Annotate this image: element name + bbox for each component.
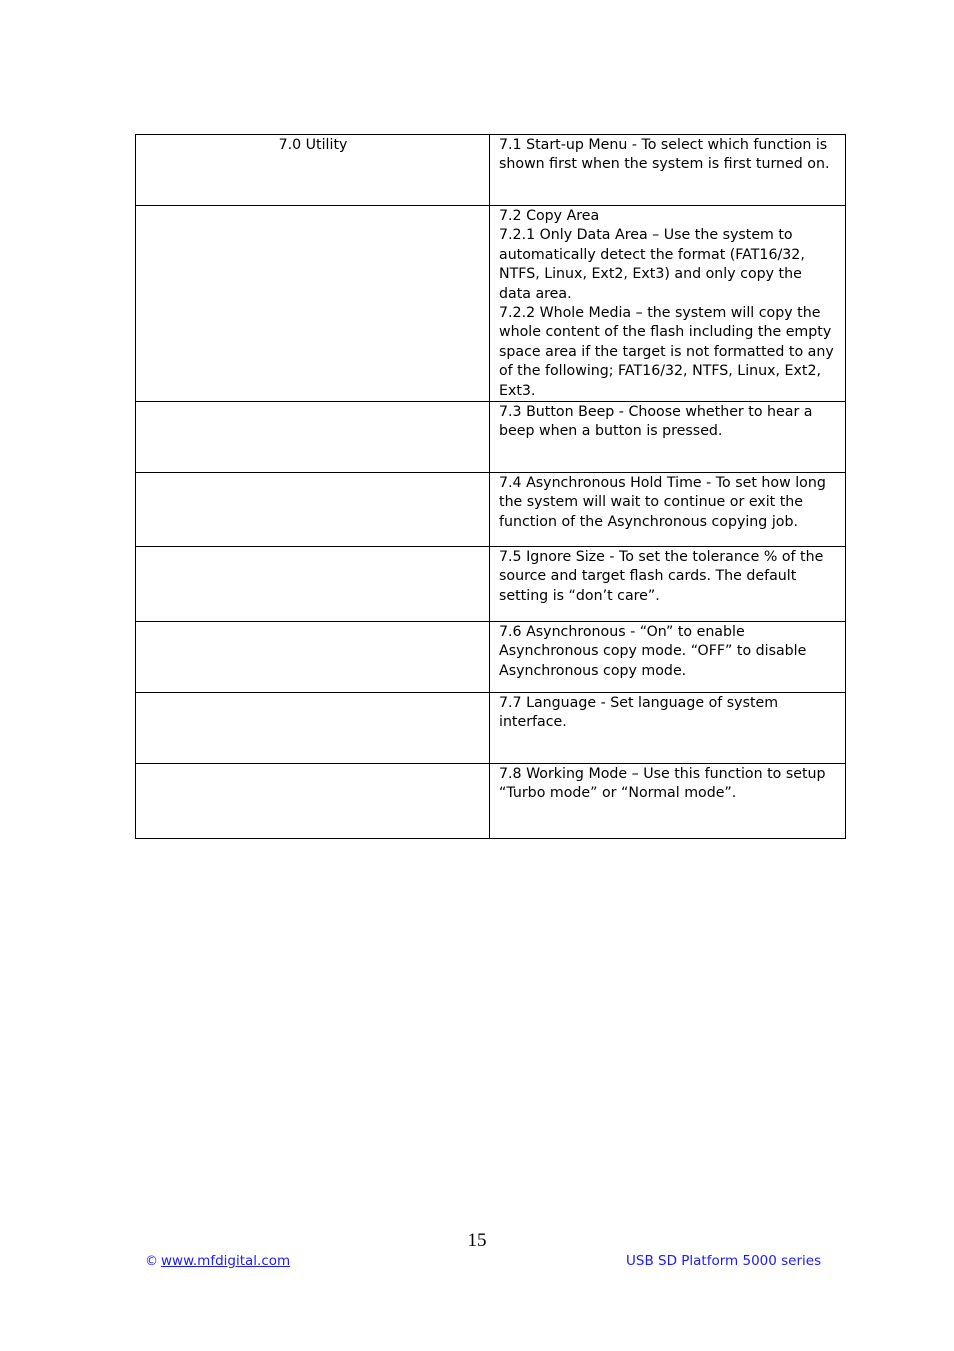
description-text: 7.3 Button Beep - Choose whether to hear a beep when a button is pressed. [499, 404, 813, 440]
section-cell [136, 473, 490, 547]
description-text: 7.1 Start-up Menu - To select which function is shown first when the system is first turned on. [499, 137, 830, 173]
table-row [136, 402, 846, 473]
website-link[interactable]: www.mfdigital.com [161, 1253, 291, 1269]
description-cell [490, 206, 846, 402]
description-cell [490, 764, 846, 839]
footer-product-name: USB SD Platform 5000 series [626, 1253, 822, 1269]
utility-spec-table [135, 134, 846, 839]
description-cell [490, 402, 846, 473]
section-cell: 7.0 Utility [136, 135, 490, 206]
description-cell [490, 547, 846, 622]
section-cell [136, 402, 490, 473]
page-number: 15 [467, 1230, 487, 1251]
description-text: 7.2 Copy Area [499, 208, 600, 224]
description-text: 7.5 Ignore Size - To set the tolerance % of the source and target flash cards. The default setting is “don’t care”. [499, 549, 824, 604]
table-row [136, 473, 846, 547]
table-row [136, 693, 846, 764]
description-text: 7.8 Working Mode – Use this function to setup “Turbo mode” or “Normal mode”. [499, 766, 826, 802]
footer-website [145, 1253, 290, 1269]
description-text: 7.6 Asynchronous - “On” to enable Asynchronous copy mode. “OFF” to disable Asynchronous copy mode. [499, 624, 807, 679]
section-cell [136, 764, 490, 839]
copyright-icon: © [145, 1254, 158, 1269]
table-row [136, 206, 846, 402]
description-cell [490, 622, 846, 693]
description-text: 7.2.1 Only Data Area – Use the system to automatically detect the format (FAT16/32, NTFS, Linux, Ext2, Ext3) and only copy the data area. [499, 227, 805, 302]
table-row [136, 135, 846, 206]
table-row [136, 547, 846, 622]
description-text: 7.7 Language - Set language of system interface. [499, 695, 779, 731]
table-row [136, 764, 846, 839]
section-cell [136, 693, 490, 764]
section-cell [136, 547, 490, 622]
section-cell [136, 622, 490, 693]
description-cell [490, 473, 846, 547]
description-text: 7.2.2 Whole Media – the system will copy the whole content of the flash including the empty space area if the target is not formatted to any of the following; FAT16/32, NTFS, Linux, Ext2, Ext3. [499, 305, 834, 399]
table-row [136, 622, 846, 693]
section-cell [136, 206, 490, 402]
description-cell [490, 135, 846, 206]
description-cell [490, 693, 846, 764]
description-text: 7.4 Asynchronous Hold Time - To set how long the system will wait to continue or exit the function of the Asynchronous copying job. [499, 475, 826, 530]
